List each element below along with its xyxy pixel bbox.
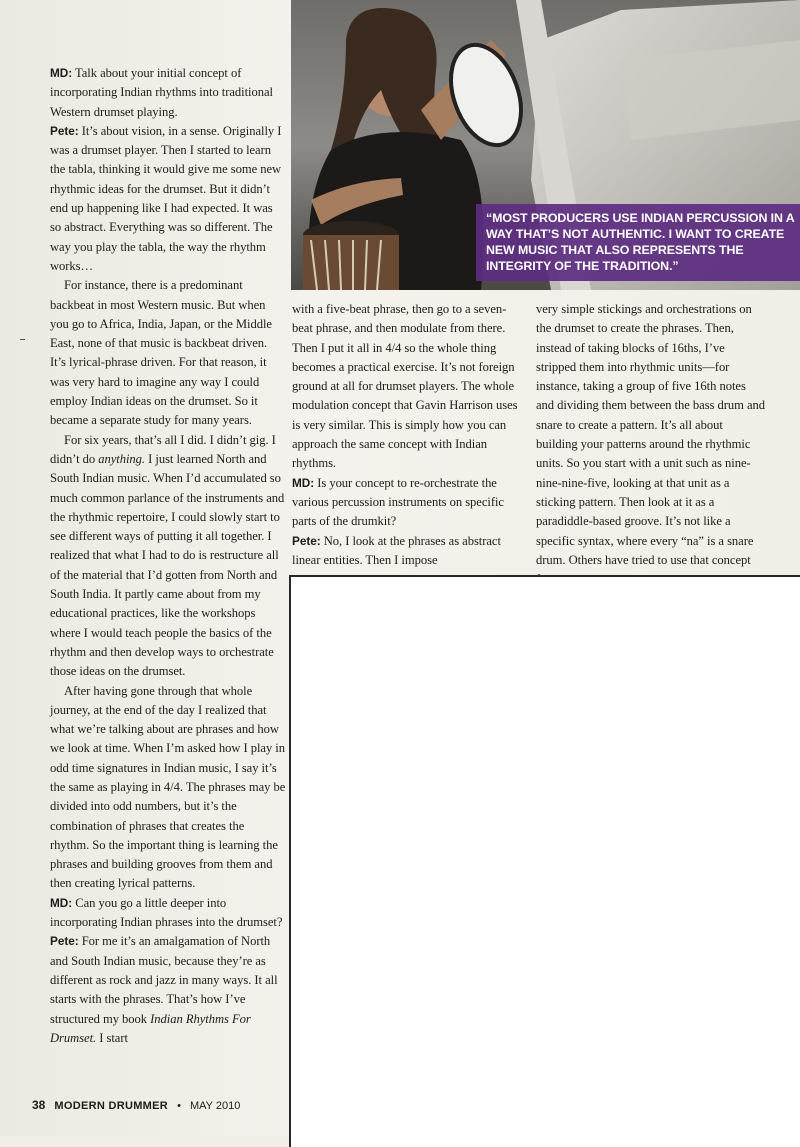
margin-mark	[20, 339, 25, 340]
speaker-label-pete: Pete:	[50, 934, 79, 949]
paragraph-text: I just learned North and South Indian music. When I’d accumulated so much common parlance of the instruments and the rhythmic repertoire, I could slowly start to see different ways of putting it all together. I realized that what I had to do is restructure all of the material that I’d gotten from North and South India. It partly came about from my educational practices, like the workshops where I would teach people the basics of the rhythm and then develop ways to orchestrate those ideas on the drumset.	[50, 451, 285, 679]
paragraph-md-question-1	[50, 64, 286, 122]
page-footer	[32, 1098, 240, 1112]
speaker-label-pete: Pete:	[50, 123, 79, 138]
speaker-label-md: MD:	[292, 475, 315, 490]
paragraph-pete-answer-3	[292, 532, 524, 571]
emphasis-anything: anything.	[98, 451, 146, 466]
paragraph-text: I start	[96, 1030, 128, 1045]
paragraph-backbeat: For instance, there is a predominant backbeat in most Western music. But when you go to Africa, India, Japan, or the Middle East, none of that music is backbeat driven. It’s lyrical-phrase driven. For that reason, it was very hard to imagine any way I could employ Indian ideas on the drumset. So it became a separate study for many years.	[50, 278, 272, 428]
pull-quote-text: “MOST PRODUCERS USE INDIAN PERCUSSION IN A WAY THAT’S NOT AUTHENTIC. I WANT TO CREATE NEW MUSIC THAT ALSO REPRESENTS THE INTEGRITY OF THE TRADITION.”	[486, 211, 795, 273]
speaker-label-md: MD:	[50, 66, 73, 80]
article-column-2	[292, 300, 524, 570]
article-column-3	[536, 300, 766, 589]
paragraph-journey: After having gone through that whole journey, at the end of the day I realized that what we’re talking about are phrases and how we look at time. When I’m asked how I play in odd time signatures in Indian music, I say it’s the same as playing in 4/4. The phrases may be divided into odd numbers, but it’s the combination of phrases that creates the rhythm. So the important thing is learning the phrases and building grooves from them and then creating lyrical patterns.	[50, 683, 286, 891]
article-photo	[291, 0, 800, 290]
paragraph-text: No, I look at the phrases as abstract linear entities. Then I impose	[292, 533, 501, 567]
footer-bullet: •	[177, 1100, 181, 1112]
paragraph-five-beat: with a five-beat phrase, then go to a seven-beat phrase, and then modulate from there. Then I put it all in 4/4 so the whole thing becomes a practical exercise. It’s not foreign ground at all for drumset players. The whole modulation concept that Gavin Harrison uses is very similar. This is simply how you can approach the same concept with Indian rhythms.	[292, 302, 518, 471]
paragraph-text: It’s about vision, in a sense. Originally I was a drumset player. Then I started to learn the tabla, thinking it would give me some new rhythmic ideas for the drumset. But it didn’t end up happening like I had expected. It was so abstract. Everything was so different. The way you play the tabla, the way the rhythm works…	[50, 123, 282, 273]
blank-area	[289, 575, 800, 1147]
issue-date: MAY 2010	[190, 1100, 241, 1112]
paragraph-text: Can you go a little deeper into incorporating Indian phrases into the drumset?	[50, 895, 283, 930]
page-number: 38	[32, 1098, 46, 1112]
paragraph-text: For six years, that’s all I did. I didn’t gig. I didn’t do	[50, 432, 276, 466]
book-title: Indian Rhythms For Drumset.	[50, 1011, 251, 1045]
paragraph-pete-answer-2	[50, 932, 286, 1048]
paragraph-text: Talk about your initial concept of incorporating Indian rhythms into traditional Western drumset playing.	[50, 66, 273, 119]
paragraph-six-years	[50, 431, 286, 682]
speaker-label-md: MD:	[50, 895, 73, 910]
paragraph-md-question-2	[50, 894, 286, 933]
paragraph-text: For me it’s an amalgamation of North and South Indian music, because they’re as different as rock and jazz in many ways. It all starts with the phrases. That’s how I’ve structured my book	[50, 934, 278, 1026]
paragraph-stickings: very simple stickings and orchestrations on the drumset to create the phrases. Then, instead of taking blocks of 16ths, I’ve stripped them into rhythmic units—for instance, taking a group of five 16th notes and dividing them between the bass drum and snare to create a pattern. It’s all about building your patterns around the rhythmic units. So you start with a unit such as nine-nine-nine-five, looking at that unit as a sticking pattern. Then look at it as a paradiddle-based groove. It’s not like a specific syntax, where every “na” is a snare drum. Others have tried to use that concept	[536, 302, 766, 567]
paragraph-pete-answer-1	[50, 122, 286, 276]
speaker-label-pete: Pete:	[292, 533, 321, 548]
paragraph-text: Is your concept to re-orchestrate the various percussion instruments on specific parts of the drumkit?	[292, 475, 504, 529]
pull-quote	[476, 204, 800, 281]
paragraph-md-question-3	[292, 474, 524, 532]
magazine-name: MODERN DRUMMER	[54, 1100, 169, 1112]
article-column-1	[50, 64, 286, 1048]
